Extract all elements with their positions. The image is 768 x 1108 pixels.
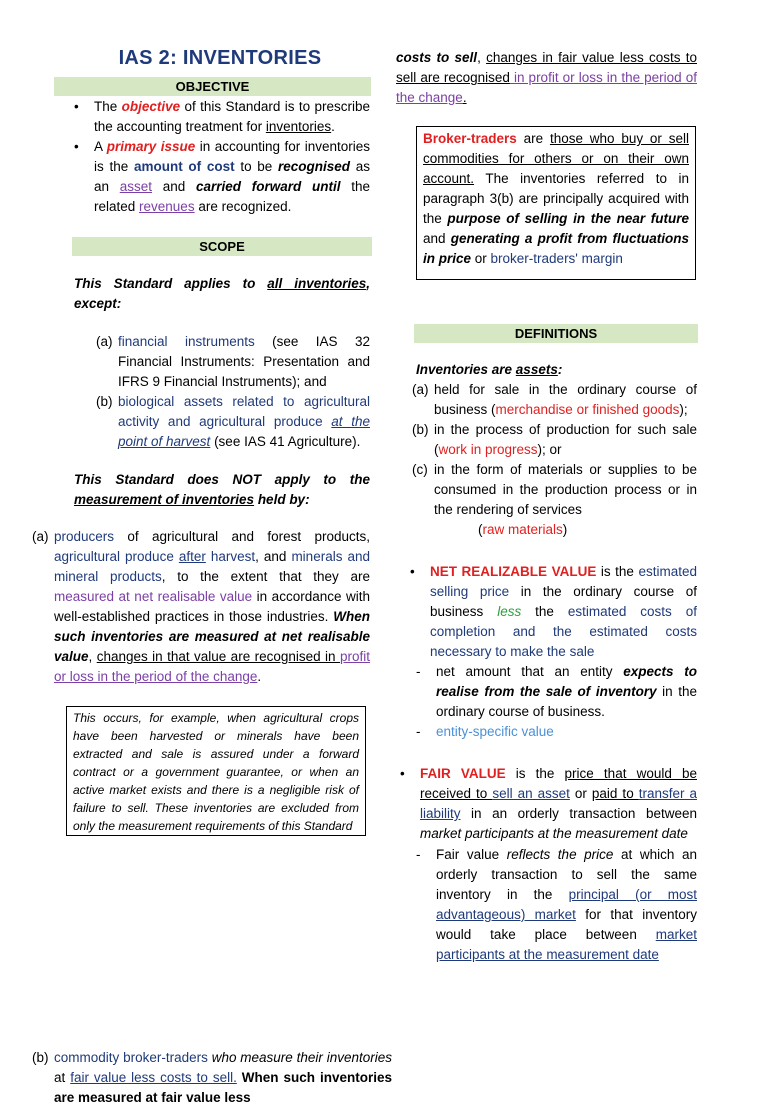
scope-not-apply: This Standard does NOT apply to the measurement of inventories held by: [74,472,370,507]
objective-bullet-2: • A primary issue in accounting for inventories is the amount of cost to be recognised as an asset and carried forward until the related revenues are recognized. [70,137,370,217]
fair-value-details [414,845,697,965]
scope-exception-b: (b) biological assets related to agricultural activity and agricultural produce at the point of harvest (see IAS 41 Agriculture). [96,394,370,449]
inventories-definition-heading: Inventories are assets: [416,362,563,377]
page-title: IAS 2: INVENTORIES [118,47,322,69]
definitions-heading: DEFINITIONS [414,324,698,343]
broker-continuation: costs to sell, changes in fair value less costs to sell are recognised in profit or loss in the period of the change. [396,50,697,105]
nrv-definition: • NET REALIZABLE VALUE is the estimated selling price in the ordinary course of business less the estimated costs of completion and the estimated costs necessary to make the sale [406,562,697,662]
scope-held-by-b: (b) commodity broker-traders who measure their inventories at fair value less costs to sell. When such inventories are measured at fair value less [32,1050,393,1105]
nrv-detail-1: - net amount that an entity expects to realise from the sale of inventory in the ordinary course of business. [416,664,697,719]
objective-heading: OBJECTIVE [54,77,371,96]
inventories-def-a: (a) held for sale in the ordinary course of business (merchandise or finished goods); [412,382,697,417]
nrv-details [414,662,697,742]
scope-held-by-a: (a) producers of agricultural and forest products, agricultural produce after harvest, and minerals and mineral products, to the extent that they are measured at net realisable value in accordance with well-established practices in those industries. When such inventories are measured at net realisable value, changes in that value are recognised in profit or loss in the period of the change. [32,529,371,684]
scope-applies: This Standard applies to all inventories, except: [74,276,370,311]
inventories-def-c: (c) in the form of materials or supplies to be consumed in the production process or in the rendering of services [412,462,697,517]
fair-value-detail-1: - Fair value reflects the price at which an orderly transaction to sell the same inventory in the principal (or most advantageous) market for that inventory would take place between market participants at the measurement date [416,847,698,962]
inventories-definition-list [412,380,697,540]
broker-traders-box: Broker-traders are those who buy or sell commodities for others or on their own account. The inventories referred to in paragraph 3(b) are principally acquired with the purpose of selling in the near future and generating a profit from fluctuations in price or broker-traders' margin [416,126,696,280]
inventories-def-b: (b) in the process of production for such sale (work in progress); or [412,422,697,457]
inventories-def-c-raw: (raw materials) [478,522,568,537]
scope-note-box: This occurs, for example, when agricultural crops have been harvested or minerals have been extracted and sale is assured under a forward contract or a government guarantee, or when an active market exists and there is a negligible risk of failure to sell. These inventories are excluded from only the measurement requirements of this Standard [66,706,366,836]
scope-exception-a: (a) financial instruments (see IAS 32 Financial Instruments: Presentation and IFRS 9 Financial Instruments); and [96,334,370,389]
nrv-detail-2: - entity-specific value [416,724,554,739]
scope-heading: SCOPE [72,237,372,256]
fair-value-definition: • FAIR VALUE is the price that would be received to sell an asset or paid to transfer a liability in an orderly transaction between market participants at the measurement date [396,764,697,844]
objective-bullet-1: • The objective of this Standard is to prescribe the accounting treatment for inventories. [70,97,370,137]
scope-exceptions [96,332,370,452]
objective-list [70,97,370,217]
